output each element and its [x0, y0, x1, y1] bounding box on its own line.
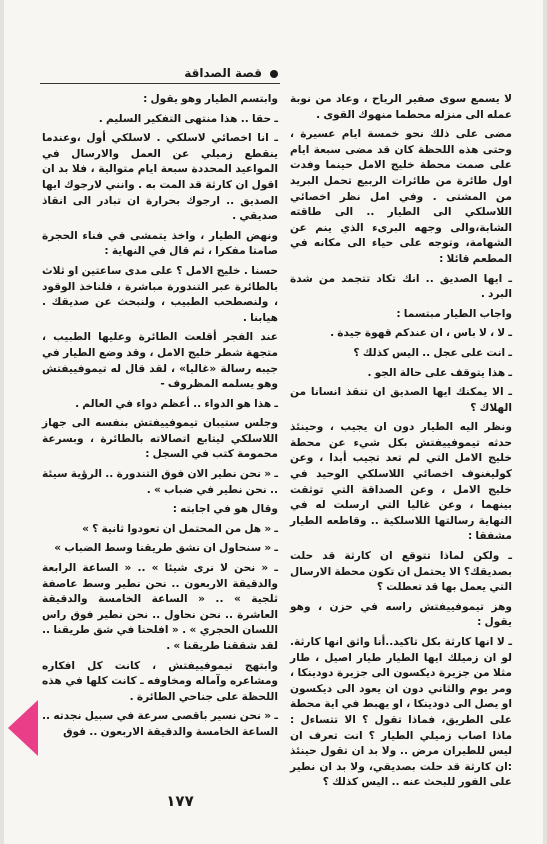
paragraph: عند الفجر أقلعت الطائرة وعليها الطبيب ، متجهة شطر خليج الامل ، وقد وضع الطيار في جيبه رسالة «غاليا» ، لقد قال له تيموفييفتش وهو يسلمه المظروف - — [42, 331, 278, 391]
pink-triangle-marker-icon — [8, 700, 38, 756]
paragraph: ـ « هل من المحتمل ان تعودوا ثانية ؟ » — [82, 522, 278, 535]
paragraph: وابتهج تيموفييفتش ، كانت كل افكاره ومشاعره وآماله ومخاوفه ـ كانت كلها في هذه اللحظة على جناحي الطائرة . — [42, 659, 278, 703]
paragraph: وهز تيموفييفتش راسه في حزن ، وهو يقول : — [290, 600, 512, 629]
paragraph: واجاب الطيار مبتسما : — [396, 307, 512, 320]
paragraph: حسنا . خليج الامل ؟ على مدى ساعتين او ثلاث بالطائرة عبر التندورة مباشرة ، فلناخذ الوقود ، ولنصطحب الطبيب ، ولنبحث عن صديقك . هيابنا . — [42, 264, 278, 324]
bullet-dot-icon — [270, 70, 278, 78]
paragraph: ـ الا يمكنك ايها الصديق ان تنقذ انسانا من الهلاك ؟ — [290, 386, 512, 414]
story-title: قصة الصداقة — [184, 66, 262, 80]
paragraph: ـ لا انها كارثة بكل تاكيد..أنا واثق انها كارثة. لو ان زميلك ايها الطيار طيار اصيل ، طار مثلا من جزيرة ديكسون الى جزيرة دودينكا ، ومر يوم والثاني دون ان يعود الى ديكسون او يصل الى دودينكا ، او يهبط في اية محطة على الطريق، فماذا تقول ؟ الا تتساءل : ماذا اصاب زميلي الطيار ؟ انت تعرف ان ليس للطيران مرض .. ولا بد ان تقول حينئذ :ان كارثة قد حلت بصديقي، ولا بد ان نطير على الفور للبحث عنه .. اليس كذلك ؟ — [290, 636, 512, 789]
paragraph: ـ « نحن لا نرى شيئا » .. « الساعة الرابعة والدقيقة الاربعون .. نحن نطير وسط عاصفة ثلجية » .. « الساعة الخامسة والدقيقة العاشرة .. نحن نحاول .. نحن نطير فوق راس اللسان الحجري » . « افلحنا في شق طريقنا .. لقد شققنا طريقنا » . — [42, 562, 278, 652]
paragraph: ـ هذا هو الدواء .. أعظم دواء في العالم . — [75, 397, 278, 410]
page-edge-right — [543, 0, 547, 844]
paragraph: ـ لا ، لا باس ، ان عندكم قهوة جيدة . — [330, 327, 512, 340]
paragraph: ونهض الطيار ، واخذ يتمشى في فناء الحجرة صامتا مفكرا ، ثم قال في النهاية : — [42, 229, 278, 258]
paragraph: ـ حقا .. هذا منتهى التفكير السليم . — [98, 112, 278, 125]
running-header — [40, 64, 280, 84]
paragraph: ـ « نحن نسير باقصى سرعة في سبيل نجدته .. الساعة الخامسة والدقيقة الاربعون .. فوق — [42, 710, 278, 738]
paragraph: مضى على ذلك نحو خمسة ايام عسيرة ، وحتى هذه اللحظة كان قد مضى سبعة ايام على صمت محطة خليج الامل حينما وفدت اول طائرة من طائرات الربيع تحمل البريد من المشتى . وفي امل نظر اخصائي اللاسلكي الى الطيار .. الى طاقته الشابة،والى وجهه البرىء الذي ينم عن الشهامة، وتوجه على حياء الى مكانه في المطعم قائلا : — [290, 128, 512, 265]
paragraph: وجلس ستيبان تيموفييفتش بنفسه الى جهاز اللاسلكي ليتابع اتصالاته بالطائرة ، وبسرعة محمومة كتب في السجل : — [42, 417, 278, 461]
paragraph: ـ انا اخصائي لاسلكي . لاسلكي أول ،وعندما ينقطع زميلي عن العمل والارسال في المواعيد المحددة سبعة ايام متوالية ، فلا بد ان اقول ان كارثة قد المت به . وانني لارجوك ايها الصديق .. ارجوك بحرارة ان تبادر الى انقاذ صديقي . — [42, 132, 278, 223]
paragraph: ـ « سنحاول ان نشق طريقنا وسط الضباب » — [54, 542, 278, 555]
text-column-right — [290, 92, 512, 795]
paragraph: ـ ايها الصديق .. انك تكاد تتجمد من شدة البرد . — [290, 272, 512, 301]
paragraph: ـ انت على عجل .. اليس كذلك ؟ — [353, 346, 512, 359]
header-rule — [40, 83, 280, 84]
paragraph: وقال هو في اجابته : — [172, 503, 278, 516]
page-number: ١٧٧ — [166, 792, 194, 810]
page-edge-left — [0, 0, 4, 844]
paragraph: لا يسمع سوى صفير الرياح ، وعاد من نوبة عمله الى منزله محطما منهوك القوى . — [290, 93, 512, 121]
paragraph: ـ هذا يتوقف على حالة الجو . — [367, 366, 512, 379]
paragraph: ونظر اليه الطيار دون ان يجيب ، وحينئذ حدثه تيموفييفتش بكل شيء عن محطة خليج الامل التي لم تعد تجيب أبدا ، وعن كوليغنوف اخصائي اللاسلكي الوحيد في خليج الامل ، وعن الصداقة التي توثقت بينهما ، وعن غاليا التي ارسلت له في النهاية رسالتها اللاسلكية .. وقاطعه الطيار مشفقا : — [290, 421, 512, 543]
paragraph: ـ « نحن نطير الان فوق التندورة .. الرؤية سيئة .. نحن نطير في ضباب » . — [42, 468, 278, 496]
text-column-left — [42, 92, 278, 745]
paragraph: وابتسم الطيار وهو يقول : — [143, 93, 278, 105]
paragraph: ـ ولكن لماذا تتوقع ان كارثة قد حلت بصديقك؟ الا يحتمل ان تكون محطة الارسال التي يعمل بها قد تعطلت ؟ — [290, 550, 512, 594]
